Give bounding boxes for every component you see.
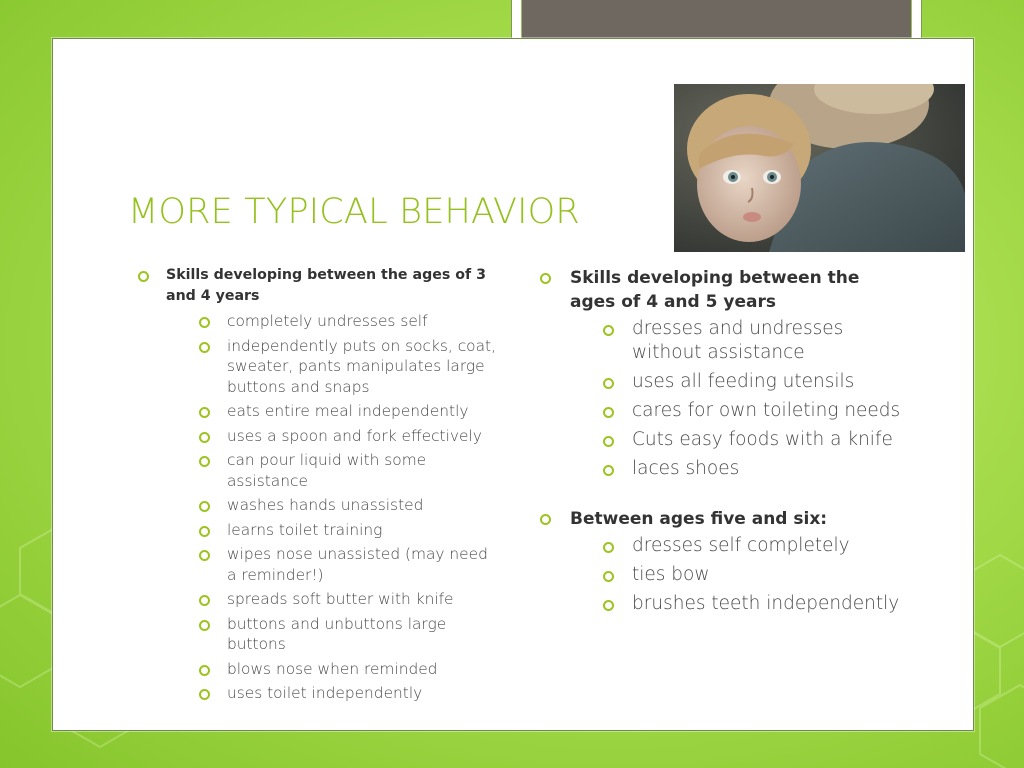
list-item xyxy=(603,534,910,558)
right-heading-item-1 xyxy=(540,266,910,481)
list-item xyxy=(603,428,910,452)
list-item xyxy=(603,563,910,587)
bullet-icon xyxy=(199,407,210,418)
list-item-text: washes hands unassisted xyxy=(227,496,424,514)
bullet-icon xyxy=(603,571,614,582)
list-item xyxy=(199,450,498,491)
list-item-text: learns toilet training xyxy=(227,520,383,539)
child-hugging-adult-photo-icon xyxy=(674,84,965,252)
list-item xyxy=(199,401,498,422)
bullet-icon xyxy=(199,689,210,700)
right-heading-text-2: Between ages five and six: xyxy=(570,509,828,529)
bullet-icon xyxy=(540,273,551,284)
right-sub-list-1 xyxy=(570,317,910,481)
list-item xyxy=(603,370,910,394)
list-item-text: uses toilet independently xyxy=(227,684,423,702)
right-heading-item-2 xyxy=(540,507,910,616)
list-item-text: uses all feeding utensils xyxy=(632,371,855,392)
list-item-text: spreads soft butter with knife xyxy=(227,590,454,608)
list-item xyxy=(199,520,498,541)
list-item-text: cares for own toileting needs xyxy=(632,400,901,421)
left-heading-text: Skills developing between the ages of 3 and 4 years xyxy=(166,267,486,304)
child-photo xyxy=(674,84,965,252)
right-sub-list-2 xyxy=(570,534,910,616)
list-item-text: Cuts easy foods with a knife xyxy=(632,429,893,450)
list-item-text: ties bow xyxy=(632,564,710,585)
list-item xyxy=(199,659,498,680)
list-item-text: eats entire meal independently xyxy=(227,402,469,420)
list-item-text: can pour liquid with some assistance xyxy=(227,451,427,490)
bullet-icon xyxy=(199,317,210,328)
list-item xyxy=(603,317,910,365)
right-column xyxy=(540,266,910,621)
list-item-text: laces shoes xyxy=(632,458,740,479)
list-item xyxy=(603,457,910,481)
bullet-icon xyxy=(603,600,614,611)
list-item xyxy=(603,592,910,616)
list-item xyxy=(199,614,498,655)
bullet-icon xyxy=(603,407,614,418)
list-item-text: dresses and undresses without assistance xyxy=(632,318,844,363)
bullet-icon xyxy=(199,620,210,631)
bullet-icon xyxy=(199,432,210,443)
bullet-icon xyxy=(199,665,210,676)
bullet-icon xyxy=(199,595,210,606)
list-item xyxy=(199,544,498,585)
list-item xyxy=(199,311,498,332)
left-heading-item xyxy=(138,265,498,704)
list-item xyxy=(199,683,498,704)
bullet-icon xyxy=(199,456,210,467)
right-heading-text-1: Skills developing between the ages of 4 and 5 years xyxy=(570,268,860,312)
list-item-text: brushes teeth independently xyxy=(632,593,900,614)
left-sub-list xyxy=(166,311,498,704)
bullet-icon xyxy=(603,542,614,553)
bullet-icon xyxy=(603,465,614,476)
list-item-text: dresses self completely xyxy=(632,535,850,556)
bullet-icon xyxy=(603,378,614,389)
list-item-text: blows nose when reminded xyxy=(227,659,438,678)
bullet-icon xyxy=(603,325,614,336)
list-item xyxy=(603,399,910,423)
slide-title: MORE TYPICAL BEHAVIOR xyxy=(128,192,580,232)
list-item-text: completely undresses self xyxy=(227,312,428,330)
bullet-icon xyxy=(540,514,551,525)
list-item-text: buttons and unbuttons large buttons xyxy=(227,614,447,653)
bullet-icon xyxy=(199,526,210,537)
list-item-text: wipes nose unassisted (may need a reminder!) xyxy=(227,545,488,584)
list-item xyxy=(199,336,498,398)
list-item xyxy=(199,589,498,610)
bullet-icon xyxy=(199,501,210,512)
list-item-text: independently puts on socks, coat, sweater, pants manipulates large buttons and snaps xyxy=(227,336,496,396)
bullet-icon xyxy=(199,342,210,353)
list-item-text: uses a spoon and fork effectively xyxy=(227,426,482,445)
list-item xyxy=(199,495,498,516)
left-column xyxy=(138,265,498,708)
bullet-icon xyxy=(199,550,210,561)
bullet-icon xyxy=(138,271,149,282)
list-item xyxy=(199,426,498,447)
bullet-icon xyxy=(603,436,614,447)
